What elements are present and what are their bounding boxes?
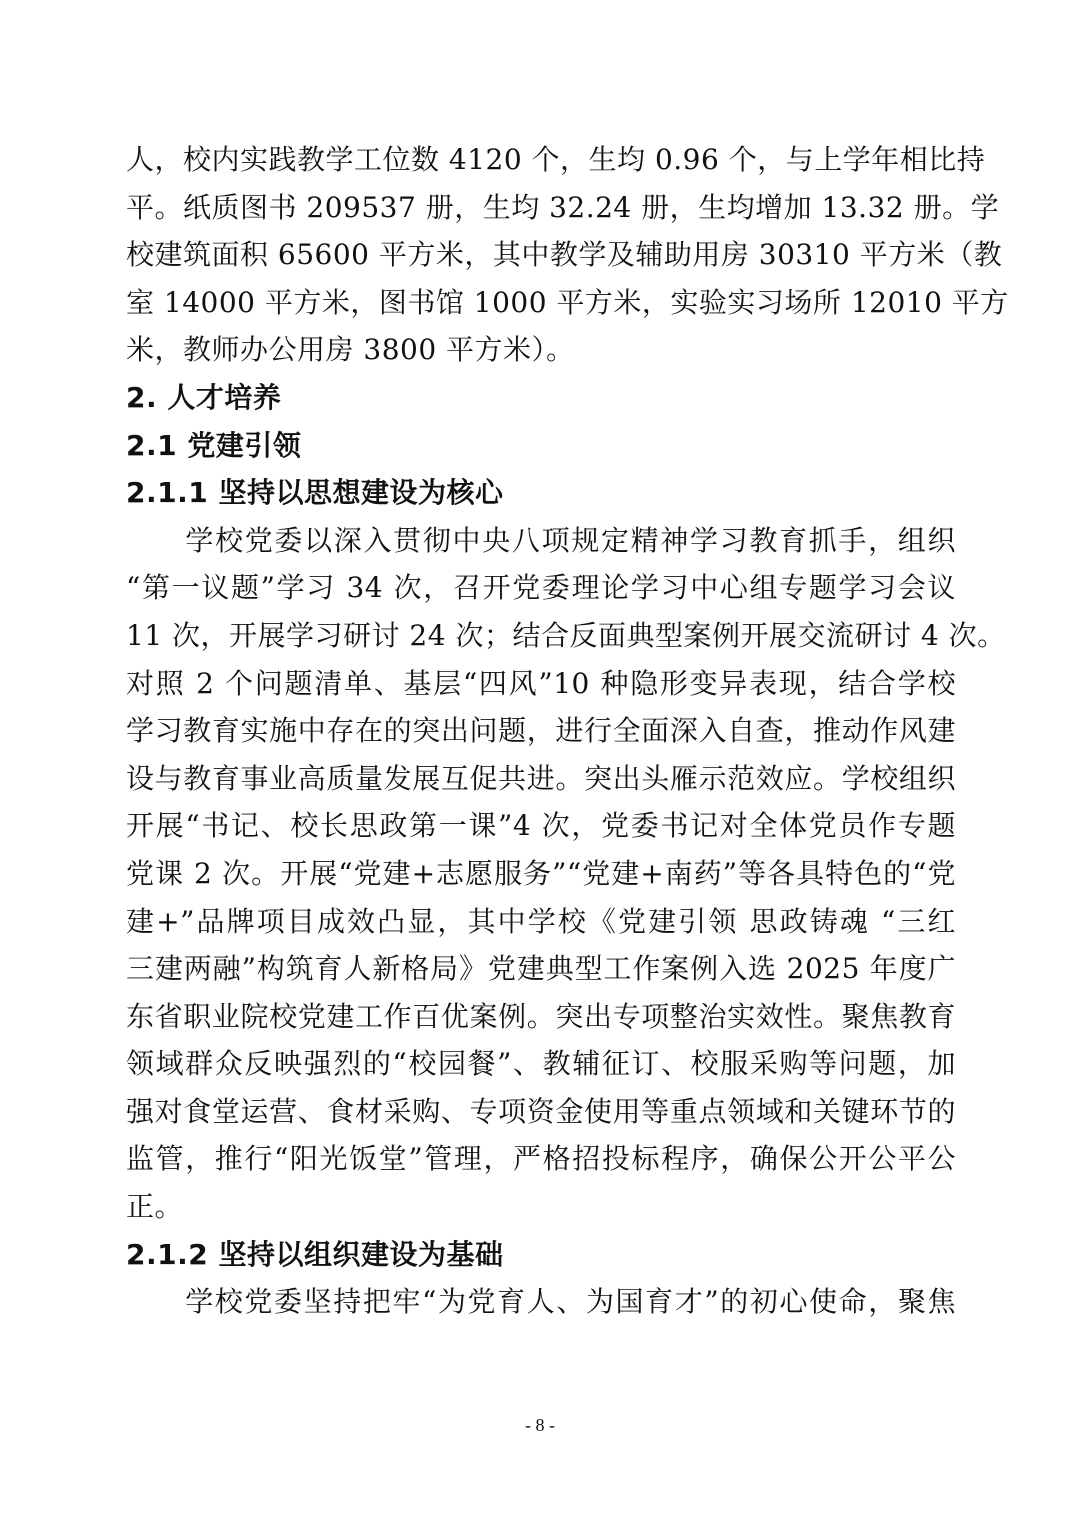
- text-line: 校建筑面积 65600 平方米，其中教学及辅助用房 30310 平方米（教: [126, 238, 1003, 272]
- text-line: 室 14000 平方米，图书馆 1000 平方米，实验实习场所 12010 平方: [126, 285, 1009, 319]
- text-line: 强对食堂运营、食材采购、专项资金使用等重点领域和关键环节的: [126, 1094, 956, 1128]
- text-line: 平。纸质图书 209537 册，生均 32.24 册，生均增加 13.32 册。学: [126, 190, 1000, 224]
- subsubsection-heading: 2.1.1 坚持以思想建设为核心: [126, 476, 504, 510]
- document-body: [126, 136, 1009, 1326]
- text-line: 领域群众反映强烈的“校园餐”、教辅征订、校服采购等问题，加: [126, 1047, 956, 1081]
- text-line: 学校党委坚持把牢“为党育人、为国育才”的初心使命，聚焦: [126, 1285, 956, 1319]
- text-line: 米，教师办公用房 3800 平方米）。: [126, 333, 575, 367]
- text-line: 建+”品牌项目成效凸显，其中学校《党建引领 思政铸魂 “三红: [126, 904, 956, 938]
- text-line: 11 次，开展学习研讨 24 次；结合反面典型案例开展交流研讨 4 次。: [126, 618, 1006, 652]
- section-heading: 2. 人才培养: [126, 380, 282, 414]
- text-line: 学习教育实施中存在的突出问题，进行全面深入自查，推动作风建: [126, 714, 956, 748]
- text-line: 人，校内实践教学工位数 4120 个，生均 0.96 个，与上学年相比持: [126, 143, 986, 176]
- text-line: 正。: [126, 1190, 184, 1224]
- text-line: “第一议题”学习 34 次，召开党委理论学习中心组专题学习会议: [126, 571, 956, 605]
- text-line: 对照 2 个问题清单、基层“四风”10 种隐形变异表现，结合学校: [126, 666, 956, 700]
- page-number: - 8 -: [525, 1415, 555, 1435]
- text-line: 学校党委以深入贯彻中央八项规定精神学习教育抓手，组织: [126, 523, 956, 557]
- text-line: 东省职业院校党建工作百优案例。突出专项整治实效性。聚焦教育: [126, 999, 956, 1033]
- text-line: 监管，推行“阳光饭堂”管理，严格招投标程序，确保公开公平公: [126, 1142, 956, 1176]
- subsection-heading: 2.1 党建引领: [126, 428, 302, 462]
- subsubsection-heading: 2.1.2 坚持以组织建设为基础: [126, 1237, 504, 1271]
- text-line: 党课 2 次。开展“党建+志愿服务”“党建+南药”等各具特色的“党: [126, 856, 956, 890]
- text-line: 开展“书记、校长思政第一课”4 次，党委书记对全体党员作专题: [126, 809, 956, 843]
- text-line: 设与教育事业高质量发展互促共进。突出头雁示范效应。学校组织: [126, 761, 956, 795]
- text-line: 三建两融”构筑育人新格局》党建典型工作案例入选 2025 年度广: [126, 952, 956, 986]
